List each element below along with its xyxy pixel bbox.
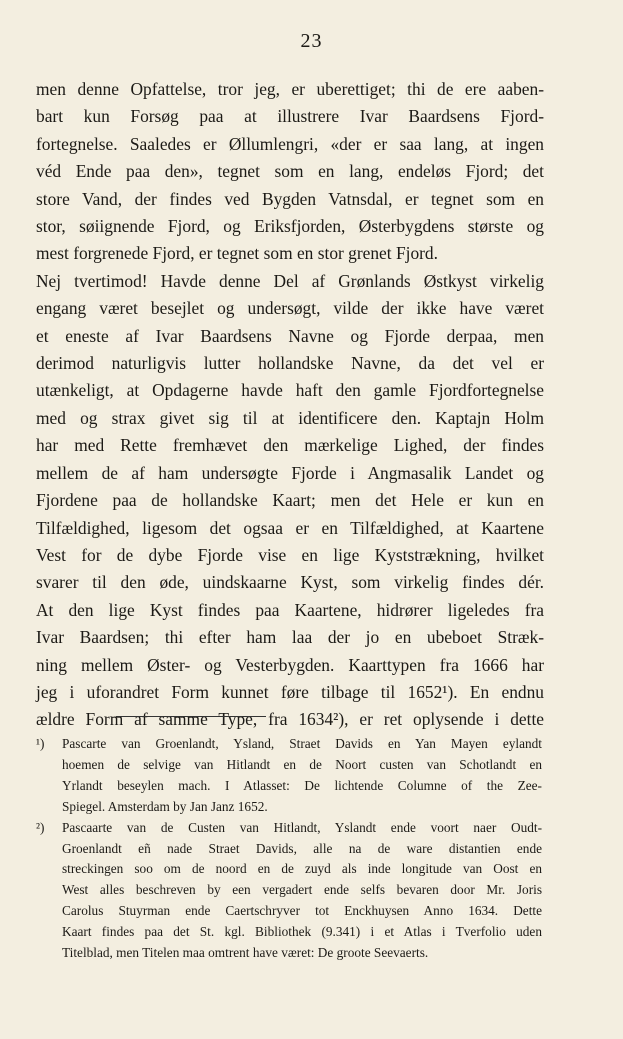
body-line: bart kun Forsøg paa at illustrere Ivar Baardsens Fjord-	[36, 106, 544, 127]
body-line: ældre Form af samme Type, fra 1634²), er ret oplysende i dette	[36, 709, 544, 730]
footnote-line: Kaart findes paa det St. kgl. Bibliothek (9.341) i et Atlas i Tverfolio uden	[62, 924, 542, 940]
body-line: Ivar Baardsen; thi efter ham laa der jo en ubeboet Stræk-	[36, 627, 544, 648]
body-line: Nej tvertimod! Havde denne Del af Grønlands Østkyst virkelig	[36, 270, 544, 291]
footnote-1	[36, 734, 542, 818]
body-line: utænkeligt, at Opdagerne havde haft den gamle Fjordfortegnelse	[36, 380, 544, 401]
body-line: et eneste af Ivar Baardsens Navne og Fjorde derpaa, men	[36, 325, 544, 346]
footnote-line: Titelblad, men Titelen maa omtrent have været: De groote Seevaerts.	[62, 945, 429, 961]
body-text	[36, 76, 544, 734]
footnote-divider	[116, 716, 266, 717]
footnotes	[36, 734, 542, 964]
footnote-line: streckingen soo om de noord en de zuyd als inde longitude van Oost en	[62, 861, 542, 877]
body-line: jeg i uforandret Form kunnet føre tilbage til 1652¹). En endnu	[36, 681, 544, 702]
body-line: fortegnelse. Saaledes er Øllumlengri, «der er saa lang, at ingen	[36, 133, 544, 154]
body-line: Fjordene paa de hollandske Kaart; men det Hele er kun en	[36, 490, 544, 511]
body-line: svarer til den øde, uindskaarne Kyst, som virkelig findes dér.	[36, 572, 544, 593]
footnote-line: Groenlandt eñ nade Straet Davids, alle na de ware distantien ende	[62, 840, 542, 856]
body-line: ning mellem Øster- og Vesterbygden. Kaarttypen fra 1666 har	[36, 654, 544, 675]
footnote-line: Pascaarte van de Custen van Hitlandt, Yslandt ende voort naer Oudt-	[62, 819, 542, 835]
footnote-line: Carolus Stuyrman ende Caertschryver tot Enckhuysen Anno 1634. Dette	[62, 903, 542, 919]
footnote-line: West alles beschreven by een vergadert ende selfs bevaren door Mr. Joris	[62, 882, 542, 898]
body-line: Vest for de dybe Fjorde vise en lige Kyststrækning, hvilket	[36, 544, 544, 565]
body-line: men denne Opfattelse, tror jeg, er uberettiget; thi de ere aaben-	[36, 79, 544, 99]
footnote-line: hoemen de selvige van Hitlandt en de Noort custen van Schotlandt en	[62, 756, 542, 772]
body-line: store Vand, der findes ved Bygden Vatnsdal, er tegnet som en	[36, 188, 544, 209]
body-line: mellem de af ham undersøgte Fjorde i Angmasalik Landet og	[36, 462, 544, 483]
body-line: Tilfældighed, ligesom det ogsaa er en Tilfældighed, at Kaartene	[36, 517, 544, 538]
body-line: stor, søiignende Fjord, og Eriksfjorden, Østerbygdens største og	[36, 216, 544, 237]
footnote-line: Pascarte van Groenlandt, Ysland, Straet Davids en Yan Mayen eylandt	[62, 736, 542, 751]
body-line: har med Rette fremhævet den mærkelige Lighed, der findes	[36, 435, 544, 456]
footnote-line: Spiegel. Amsterdam by Jan Janz 1652.	[62, 798, 268, 814]
footnote-2	[36, 818, 542, 964]
body-line: med og strax givet sig til at identificere den. Kaptajn Holm	[36, 407, 544, 428]
body-line: véd Ende paa den», tegnet som en lang, endeløs Fjord; det	[36, 161, 544, 182]
footnote-marker: ¹)	[36, 736, 45, 751]
body-line: mest forgrenede Fjord, er tegnet som en stor grenet Fjord.	[36, 243, 438, 264]
body-line: engang været besejlet og undersøgt, vilde der ikke have været	[36, 298, 544, 319]
footnote-line: Yrlandt beseylen mach. I Atlasset: De lichtende Columne of the Zee-	[62, 777, 542, 793]
body-line: derimod naturligvis lutter hollandske Navne, da det vel er	[36, 353, 544, 374]
page-number: 23	[300, 30, 323, 52]
footnote-marker: ²)	[36, 819, 45, 835]
body-line: At den lige Kyst findes paa Kaartene, hidrører ligeledes fra	[36, 599, 544, 620]
